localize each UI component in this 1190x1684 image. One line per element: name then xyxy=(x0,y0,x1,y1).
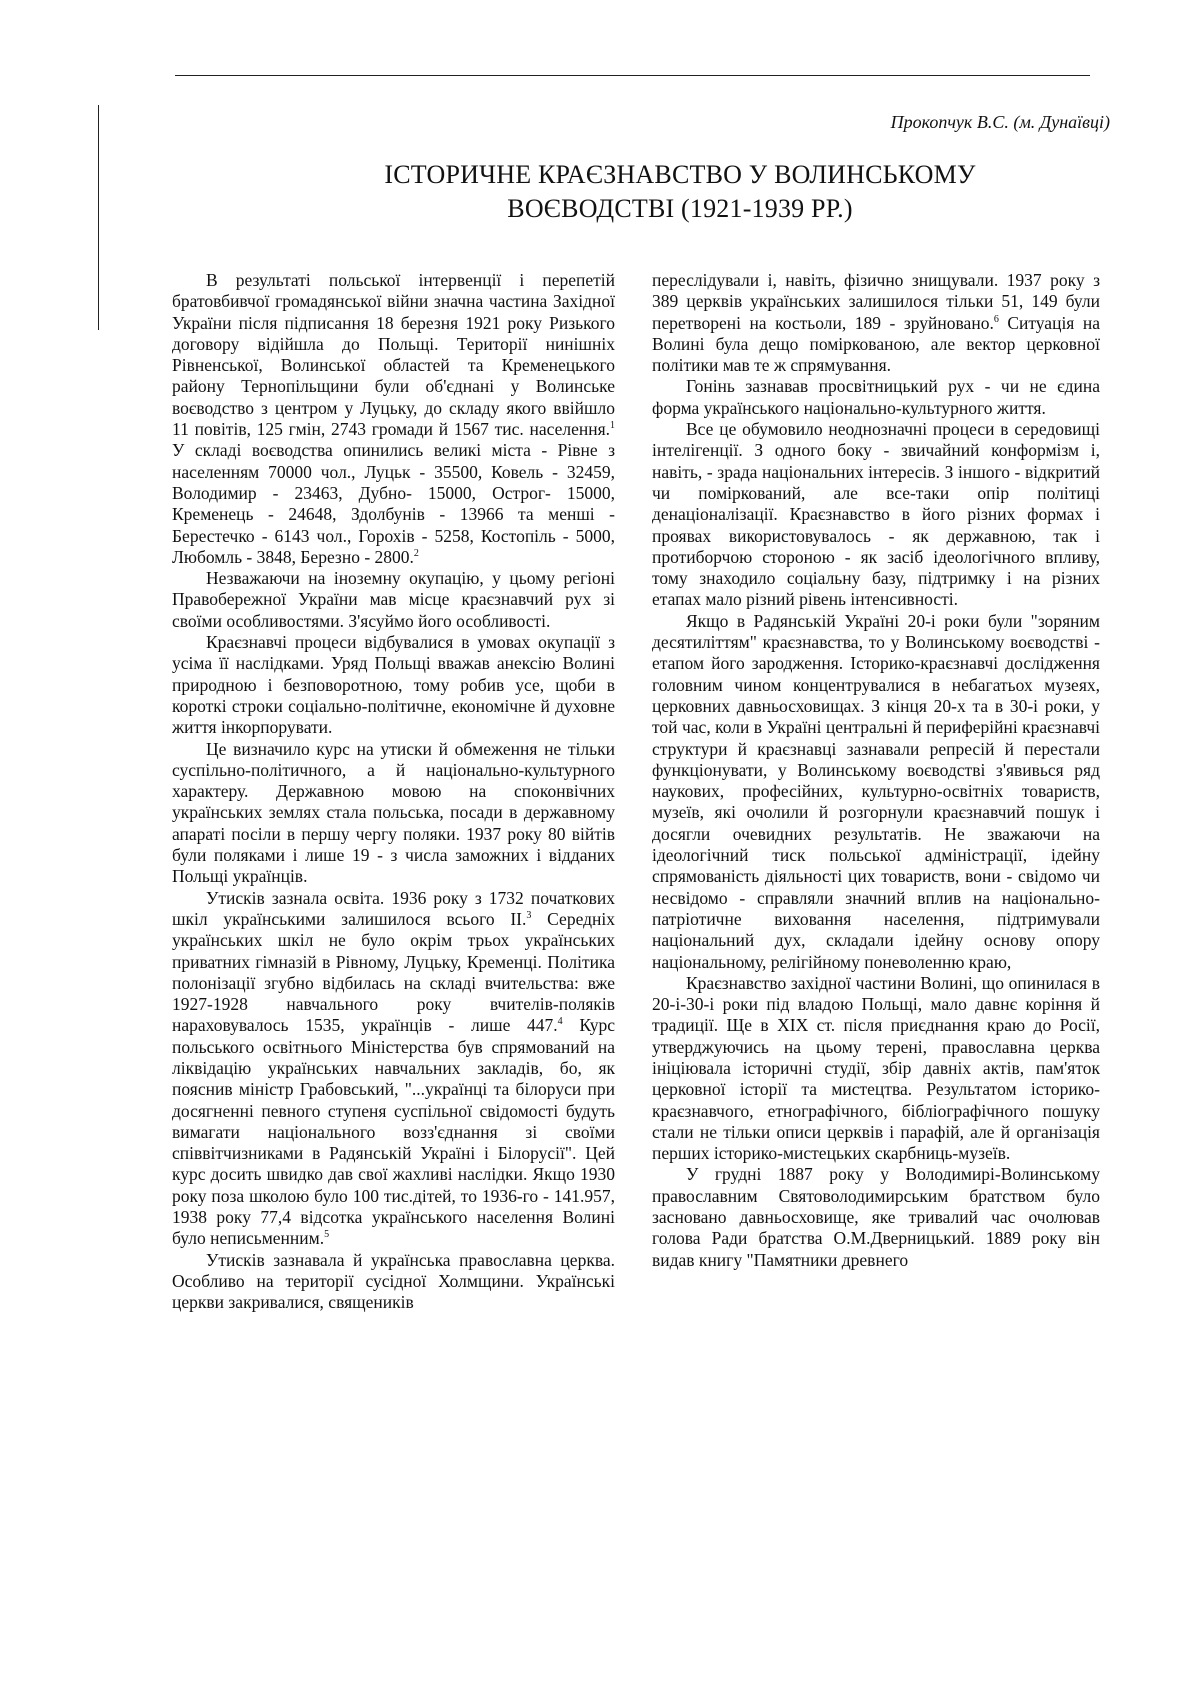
footnote-ref: 4 xyxy=(557,1016,563,1028)
paragraph: В результаті польської інтервенції і перепетій братовбивчої громадянської війни значна частина Західної України після підписання 18 березня 1921 року Ризького договору відійшла до Польщі. Території нинішніх Рівненської, Волинської областей та Кременецького району Тернопільщини були об'єднані у Волинське воєводство з центром у Луцьку, до складу якого ввійшло 11 повітів, 125 гмін, 2743 громади й 1567 тис. населення.$^1$ У складі воєводства опинились великі міста - Рівне з населенням 70000 чол., Луцьк - 35500, Ковель - 32459, Володимир - 23463, Дубно- 15000, Острог- 15000, Кременець - 24648, Здолбунів - 13966 та менші - Берестечко - 6143 чол., Горохів - 5258, Костопіль - 5000, Любомль - 3848, Березно - 2800.$^2$ xyxy=(172,270,615,567)
article-title xyxy=(240,158,1120,226)
footnote-ref: 5 xyxy=(324,1229,330,1241)
header-rule xyxy=(175,75,1090,76)
paragraph: У грудні 1887 року у Володимирі-Волинському православним Святоволодимирським братством було засновано давньосховище, яке тривалий час очолював голова Ради братства О.М.Дверницький. 1889 року він видав книгу "Памятники древнего xyxy=(652,1164,1100,1270)
paragraph: переслідували і, навіть, фізично знищували. 1937 року з 389 церквів українських залишилося тільки 51, 149 були перетворені на костьоли, 189 - зруйновано.$^6$ Ситуація на Волині була дещо поміркованою, але вектор церковної політики мав те ж спрямування. xyxy=(652,270,1100,376)
paragraph: Все це обумовило неоднозначні процеси в середовищі інтелігенції. З одного боку - звичайний конформізм і, навіть, - зрада національних інтересів. З іншого - відкритий чи поміркований, але все-таки опір політиці денаціоналізації. Краєзнавство в його різних формах і проявах використовувалось - як державною, так і протиборчою стороною - як засіб ідеологічного впливу, тому знаходило соціальну базу, підтримку і на різних етапах мало різний рівень інтенсивності. xyxy=(652,419,1100,610)
paragraph: Краєзнавство західної частини Волині, що опинилася в 20-і-30-і роки під владою Польщі, мало давнє коріння й традиції. Ще в XIX ст. після приєднання краю до Росії, утверджуючись на цьому терені, православна церква ініціювала історичні студії, збір давніх актів, пам'яток церковної історії та мистецтва. Результатом історико-краєзнавчого, етнографічного, бібліографічного пошуку стали не тільки описи церквів і парафій, але й організація перших історико-мистецьких скарбниць-музеїв. xyxy=(652,972,1100,1164)
paragraph: Якщо в Радянській Україні 20-і роки були "зоряним десятиліттям" краєзнавства, то у Волинському воєводстві - етапом його зародження. Історико-краєзнавчі дослідження головним чином концентрувалися в небагатьох музеях, церковних давньосховищах. З кінця 20-х та в 30-і роки, у той час, коли в Україні центральні й периферійні краєзнавчі структури й краєзнавці зазнавали репресій й перестали функціонувати, у Волинському воєводстві з'явивься ряд наукових, професійних, культурно-освітніх товариств, музеїв, які очолили й розгорнули краєзнавчий пошук і досягли очевидних результатів. Не зважаючи на ідеологічний тиск польської адміністрації, ідейну спрямованість діяльності цих товариств, вони - свідомо чи несвідомо - справляли значний вплив на національно-патріотичне виховання населення, підтримували національний дух, складали ідейну основу опору національному, релігійному поневоленню краю, xyxy=(652,610,1100,972)
footnote-ref: 3 xyxy=(526,909,532,921)
footnote-ref: 1 xyxy=(610,420,615,432)
paragraph: Утисків зазнала освіта. 1936 року з 1732 початкових шкіл українськими залишилося всього ІІ.$^3$ Середніх українських шкіл не було окрім трьох українських приватних гімназій в Рівному, Луцьку, Кременці. Політика полонізації згубно відбилась на складі вчительства: вже 1927-1928 навчального року вчителів-поляків нараховувалось 1535, українців - лише 447.$^4$ Курс польського освітнього Міністерства був спрямований на ліквідацію українських навчальних закладів, бо, як пояснив міністр Грабовський, "...українці та білоруси при досягненні певного ступеня суспільної свідомості будуть вимагати національного возз'єднання зі своїми співвітчизниками в Радянській Україні і Білорусії". Цей курс досить швидко дав свої жахливі наслідки. Якщо 1930 року поза школою було 100 тис.дітей, то 1936-го - 141.957, 1938 року 77,4 відсотка українського населення Волині було неписьменним.$^5$ xyxy=(172,887,615,1249)
title-line-1: ІСТОРИЧНЕ КРАЄЗНАВСТВО У ВОЛИНСЬКОМУ xyxy=(384,160,976,189)
author-line: Прокопчук В.С. (м. Дунаївці) xyxy=(890,112,1110,132)
right-column xyxy=(652,270,1100,1271)
paragraph: Гонінь зазнавав просвітницький рух - чи не єдина форма українського національно-культурного життя. xyxy=(652,376,1100,418)
margin-rule xyxy=(98,105,99,330)
footnote-ref: 6 xyxy=(993,313,999,325)
left-column xyxy=(172,270,615,1314)
paragraph: Незважаючи на іноземну окупацію, у цьому регіоні Правобережної України мав місце краєзнавчий рух зі своїми особливостями. З'ясуймо його особливості. xyxy=(172,568,615,631)
title-line-2: ВОЄВОДСТВІ (1921-1939 РР.) xyxy=(507,194,853,223)
paragraph: Це визначило курс на утиски й обмеження не тільки суспільно-політичного, а й національно-культурного характеру. Державною мовою на споконвічних українських землях стала польська, посади в державному апараті посіли в першу чергу поляки. 1937 року 80 війтів були поляками і лише 19 - з числа заможних і відданих Польщі українців. xyxy=(172,738,615,887)
footnote-ref: 2 xyxy=(413,547,419,559)
paragraph: Краєзнавчі процеси відбувалися в умовах окупації з усіма її наслідками. Уряд Польщі вважав анексію Волині природною і безповоротною, тому робив усе, щоби в короткі строки соціально-політичне, економічне й духовне життя інкорпорувати. xyxy=(172,632,615,738)
paragraph: Утисків зазнавала й українська православна церква. Особливо на території сусідної Холмщини. Українські церкви закривалися, священиків xyxy=(172,1249,615,1313)
